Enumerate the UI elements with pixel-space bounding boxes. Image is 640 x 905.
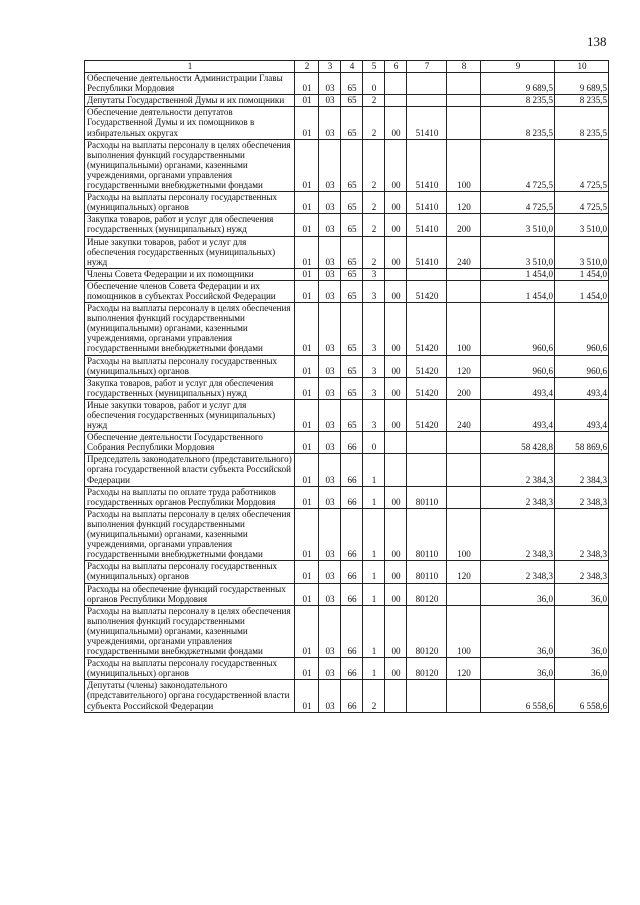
code-5: 0 (363, 73, 385, 95)
row-name: Расходы на выплаты персоналу в целях обеспечения выполнения функций государственными (муниципальными) органами, казенными учреждениями, органами управления государственными внебюджетными фондами (85, 605, 295, 657)
code-7: 80120 (407, 658, 447, 680)
value-10: 8 235,5 (555, 107, 609, 139)
value-10: 36,0 (555, 583, 609, 605)
table-header-row (85, 61, 609, 73)
code-6: 00 (385, 399, 407, 431)
row-name: Депутаты (члены) законодательного (представительного) органа государственной власти субъекта Российской Федерации (85, 680, 295, 712)
row-name: Расходы на выплаты персоналу в целях обеспечения выполнения функций государственными (муниципальными) органами, казенными учреждениями, органами управления государственными внебюджетными фондами (85, 508, 295, 560)
code-4: 65 (341, 280, 363, 302)
code-5: 1 (363, 658, 385, 680)
code-3: 03 (319, 561, 341, 583)
code-2: 01 (295, 355, 319, 377)
code-6: 00 (385, 658, 407, 680)
value-10: 58 869,6 (555, 432, 609, 454)
code-5: 1 (363, 561, 385, 583)
row-name: Расходы на обеспечение функций государственных органов Республики Мордовия (85, 583, 295, 605)
value-9: 36,0 (481, 583, 555, 605)
code-8: 100 (447, 303, 481, 355)
code-3: 03 (319, 658, 341, 680)
code-2: 01 (295, 280, 319, 302)
code-6: 00 (385, 355, 407, 377)
code-6 (385, 454, 407, 486)
code-8: 120 (447, 355, 481, 377)
table-row (85, 192, 609, 214)
value-9: 2 384,3 (481, 454, 555, 486)
value-10: 3 510,0 (555, 236, 609, 268)
code-8: 100 (447, 605, 481, 657)
row-name: Обеспечение деятельности депутатов Государственной Думы и их помощников в избирательных округах (85, 107, 295, 139)
table-row (85, 268, 609, 280)
code-8: 120 (447, 658, 481, 680)
table-row (85, 139, 609, 191)
value-10: 960,6 (555, 355, 609, 377)
value-9: 36,0 (481, 658, 555, 680)
code-3: 03 (319, 107, 341, 139)
code-4: 66 (341, 680, 363, 712)
code-2: 01 (295, 486, 319, 508)
code-2: 01 (295, 583, 319, 605)
code-5: 3 (363, 268, 385, 280)
table-row (85, 680, 609, 712)
code-7: 51410 (407, 107, 447, 139)
value-9: 2 348,3 (481, 508, 555, 560)
row-name: Обеспечение деятельности Государственного Собрания Республики Мордовия (85, 432, 295, 454)
code-5: 1 (363, 486, 385, 508)
row-name: Председатель законодательного (представительного) органа государственной власти субъекта Российской Федерации (85, 454, 295, 486)
code-7 (407, 432, 447, 454)
code-8: 200 (447, 214, 481, 236)
code-5: 3 (363, 355, 385, 377)
code-4: 65 (341, 139, 363, 191)
code-7: 51420 (407, 280, 447, 302)
value-9: 2 348,3 (481, 486, 555, 508)
code-6: 00 (385, 303, 407, 355)
value-9: 493,4 (481, 399, 555, 431)
table-row (85, 377, 609, 399)
value-10: 9 689,5 (555, 73, 609, 95)
table-row (85, 432, 609, 454)
row-name: Закупка товаров, работ и услуг для обеспечения государственных (муниципальных) нужд (85, 214, 295, 236)
code-2: 01 (295, 605, 319, 657)
code-5: 1 (363, 605, 385, 657)
code-2: 01 (295, 561, 319, 583)
table-row (85, 605, 609, 657)
header-cell: 7 (407, 61, 447, 73)
code-8 (447, 280, 481, 302)
code-7: 80120 (407, 605, 447, 657)
code-8: 100 (447, 508, 481, 560)
code-2: 01 (295, 658, 319, 680)
header-cell: 10 (555, 61, 609, 73)
value-10: 2 348,3 (555, 486, 609, 508)
code-3: 03 (319, 355, 341, 377)
code-5: 2 (363, 107, 385, 139)
page-number: 138 (587, 34, 607, 49)
row-name: Расходы на выплаты персоналу государственных (муниципальных) органов (85, 658, 295, 680)
header-cell: 6 (385, 61, 407, 73)
code-7: 51420 (407, 399, 447, 431)
value-10: 493,4 (555, 377, 609, 399)
code-2: 01 (295, 680, 319, 712)
row-name: Расходы на выплаты персоналу государственных (муниципальных) органов (85, 355, 295, 377)
code-7: 51420 (407, 355, 447, 377)
value-9: 3 510,0 (481, 236, 555, 268)
code-4: 66 (341, 508, 363, 560)
code-7: 51410 (407, 236, 447, 268)
table-row (85, 236, 609, 268)
row-name: Члены Совета Федерации и их помощники (85, 268, 295, 280)
code-3: 03 (319, 377, 341, 399)
value-10: 2 384,3 (555, 454, 609, 486)
row-name: Расходы на выплаты персоналу в целях обеспечения выполнения функций государственными (муниципальными) органами, казенными учреждениями, органами управления государственными внебюджетными фондами (85, 303, 295, 355)
code-3: 03 (319, 214, 341, 236)
value-9: 6 558,6 (481, 680, 555, 712)
code-6: 00 (385, 214, 407, 236)
code-7: 80110 (407, 486, 447, 508)
row-name: Депутаты Государственной Думы и их помощники (85, 95, 295, 107)
code-8: 240 (447, 399, 481, 431)
code-8 (447, 268, 481, 280)
value-9: 960,6 (481, 355, 555, 377)
code-4: 66 (341, 432, 363, 454)
row-name: Закупка товаров, работ и услуг для обеспечения государственных (муниципальных) нужд (85, 377, 295, 399)
code-2: 01 (295, 236, 319, 268)
code-6: 00 (385, 508, 407, 560)
code-4: 65 (341, 268, 363, 280)
value-9: 36,0 (481, 605, 555, 657)
code-4: 65 (341, 95, 363, 107)
table-row (85, 73, 609, 95)
code-4: 65 (341, 107, 363, 139)
code-8: 240 (447, 236, 481, 268)
value-10: 1 454,0 (555, 280, 609, 302)
code-7 (407, 95, 447, 107)
table-row (85, 355, 609, 377)
code-5: 3 (363, 399, 385, 431)
code-3: 03 (319, 432, 341, 454)
code-2: 01 (295, 268, 319, 280)
value-9: 493,4 (481, 377, 555, 399)
value-9: 960,6 (481, 303, 555, 355)
value-10: 2 348,3 (555, 508, 609, 560)
row-name: Расходы на выплаты по оплате труда работников государственных органов Республики Мордовия (85, 486, 295, 508)
value-10: 1 454,0 (555, 268, 609, 280)
code-6: 00 (385, 605, 407, 657)
code-4: 66 (341, 583, 363, 605)
code-3: 03 (319, 73, 341, 95)
code-5: 1 (363, 454, 385, 486)
code-3: 03 (319, 486, 341, 508)
value-10: 2 348,3 (555, 561, 609, 583)
value-10: 4 725,5 (555, 139, 609, 191)
value-9: 9 689,5 (481, 73, 555, 95)
code-2: 01 (295, 95, 319, 107)
value-10: 493,4 (555, 399, 609, 431)
table-row (85, 508, 609, 560)
code-4: 65 (341, 377, 363, 399)
code-6: 00 (385, 192, 407, 214)
value-9: 1 454,0 (481, 280, 555, 302)
value-10: 960,6 (555, 303, 609, 355)
table-row (85, 454, 609, 486)
code-4: 66 (341, 605, 363, 657)
code-3: 03 (319, 508, 341, 560)
code-7 (407, 268, 447, 280)
code-6 (385, 268, 407, 280)
code-7: 51410 (407, 192, 447, 214)
code-3: 03 (319, 303, 341, 355)
code-5: 1 (363, 583, 385, 605)
code-8 (447, 95, 481, 107)
code-7: 80110 (407, 561, 447, 583)
code-2: 01 (295, 192, 319, 214)
code-5: 3 (363, 377, 385, 399)
code-3: 03 (319, 399, 341, 431)
code-2: 01 (295, 139, 319, 191)
code-4: 65 (341, 399, 363, 431)
code-5: 2 (363, 95, 385, 107)
value-9: 1 454,0 (481, 268, 555, 280)
code-3: 03 (319, 680, 341, 712)
code-4: 65 (341, 73, 363, 95)
value-10: 36,0 (555, 605, 609, 657)
code-5: 3 (363, 303, 385, 355)
code-6: 00 (385, 377, 407, 399)
code-7: 51420 (407, 303, 447, 355)
code-5: 2 (363, 214, 385, 236)
code-4: 65 (341, 192, 363, 214)
code-8 (447, 583, 481, 605)
code-5: 0 (363, 432, 385, 454)
table-row (85, 214, 609, 236)
code-8 (447, 432, 481, 454)
value-9: 58 428,8 (481, 432, 555, 454)
code-6: 00 (385, 107, 407, 139)
row-name: Обеспечение членов Совета Федерации и их помощников в субъектах Российской Федерации (85, 280, 295, 302)
code-3: 03 (319, 454, 341, 486)
code-6: 00 (385, 486, 407, 508)
code-7 (407, 454, 447, 486)
code-3: 03 (319, 605, 341, 657)
budget-table (84, 60, 609, 713)
value-9: 2 348,3 (481, 561, 555, 583)
code-4: 65 (341, 303, 363, 355)
code-2: 01 (295, 107, 319, 139)
row-name: Иные закупки товаров, работ и услуг для обеспечения государственных (муниципальных) нужд (85, 236, 295, 268)
code-2: 01 (295, 454, 319, 486)
code-3: 03 (319, 192, 341, 214)
code-4: 65 (341, 355, 363, 377)
code-7: 51410 (407, 139, 447, 191)
table-row (85, 583, 609, 605)
table-row (85, 561, 609, 583)
code-8: 100 (447, 139, 481, 191)
row-name: Расходы на выплаты персоналу в целях обеспечения выполнения функций государственными (муниципальными) органами, казенными учреждениями, органами управления государственными внебюджетными фондами (85, 139, 295, 191)
table-row (85, 95, 609, 107)
code-6: 00 (385, 280, 407, 302)
code-8: 120 (447, 192, 481, 214)
code-6: 00 (385, 236, 407, 268)
value-10: 6 558,6 (555, 680, 609, 712)
code-6: 00 (385, 583, 407, 605)
code-7: 51410 (407, 214, 447, 236)
code-5: 2 (363, 680, 385, 712)
header-cell: 9 (481, 61, 555, 73)
code-2: 01 (295, 377, 319, 399)
code-2: 01 (295, 303, 319, 355)
header-cell: 4 (341, 61, 363, 73)
code-2: 01 (295, 399, 319, 431)
row-name: Иные закупки товаров, работ и услуг для обеспечения государственных (муниципальных) нужд (85, 399, 295, 431)
header-cell: 8 (447, 61, 481, 73)
code-6 (385, 95, 407, 107)
code-4: 66 (341, 454, 363, 486)
code-5: 2 (363, 192, 385, 214)
code-2: 01 (295, 508, 319, 560)
code-3: 03 (319, 139, 341, 191)
code-7 (407, 73, 447, 95)
code-4: 66 (341, 658, 363, 680)
code-6: 00 (385, 139, 407, 191)
code-6 (385, 680, 407, 712)
code-3: 03 (319, 583, 341, 605)
code-8 (447, 107, 481, 139)
code-2: 01 (295, 214, 319, 236)
header-cell: 5 (363, 61, 385, 73)
code-8 (447, 486, 481, 508)
value-10: 36,0 (555, 658, 609, 680)
code-8: 200 (447, 377, 481, 399)
code-5: 2 (363, 139, 385, 191)
code-4: 66 (341, 561, 363, 583)
code-5: 3 (363, 280, 385, 302)
code-3: 03 (319, 268, 341, 280)
value-9: 3 510,0 (481, 214, 555, 236)
code-8 (447, 73, 481, 95)
code-4: 65 (341, 214, 363, 236)
code-2: 01 (295, 73, 319, 95)
value-9: 8 235,5 (481, 95, 555, 107)
code-6 (385, 73, 407, 95)
row-name: Обеспечение деятельности Администрации Главы Республики Мордовия (85, 73, 295, 95)
code-3: 03 (319, 236, 341, 268)
code-6 (385, 432, 407, 454)
table-row (85, 658, 609, 680)
table-row (85, 107, 609, 139)
code-7: 51420 (407, 377, 447, 399)
table-row (85, 303, 609, 355)
code-4: 66 (341, 486, 363, 508)
code-3: 03 (319, 95, 341, 107)
code-7: 80110 (407, 508, 447, 560)
value-9: 4 725,5 (481, 192, 555, 214)
code-8 (447, 454, 481, 486)
table-row (85, 486, 609, 508)
value-10: 3 510,0 (555, 214, 609, 236)
value-10: 8 235,5 (555, 95, 609, 107)
code-8: 120 (447, 561, 481, 583)
row-name: Расходы на выплаты персоналу государственных (муниципальных) органов (85, 192, 295, 214)
table-row (85, 399, 609, 431)
code-4: 65 (341, 236, 363, 268)
code-6: 00 (385, 561, 407, 583)
header-cell: 2 (295, 61, 319, 73)
value-9: 4 725,5 (481, 139, 555, 191)
code-3: 03 (319, 280, 341, 302)
code-2: 01 (295, 432, 319, 454)
header-cell: 1 (85, 61, 295, 73)
row-name: Расходы на выплаты персоналу государственных (муниципальных) органов (85, 561, 295, 583)
code-5: 2 (363, 236, 385, 268)
code-5: 1 (363, 508, 385, 560)
value-10: 4 725,5 (555, 192, 609, 214)
code-8 (447, 680, 481, 712)
code-7 (407, 680, 447, 712)
code-7: 80120 (407, 583, 447, 605)
header-cell: 3 (319, 61, 341, 73)
value-9: 8 235,5 (481, 107, 555, 139)
table-row (85, 280, 609, 302)
